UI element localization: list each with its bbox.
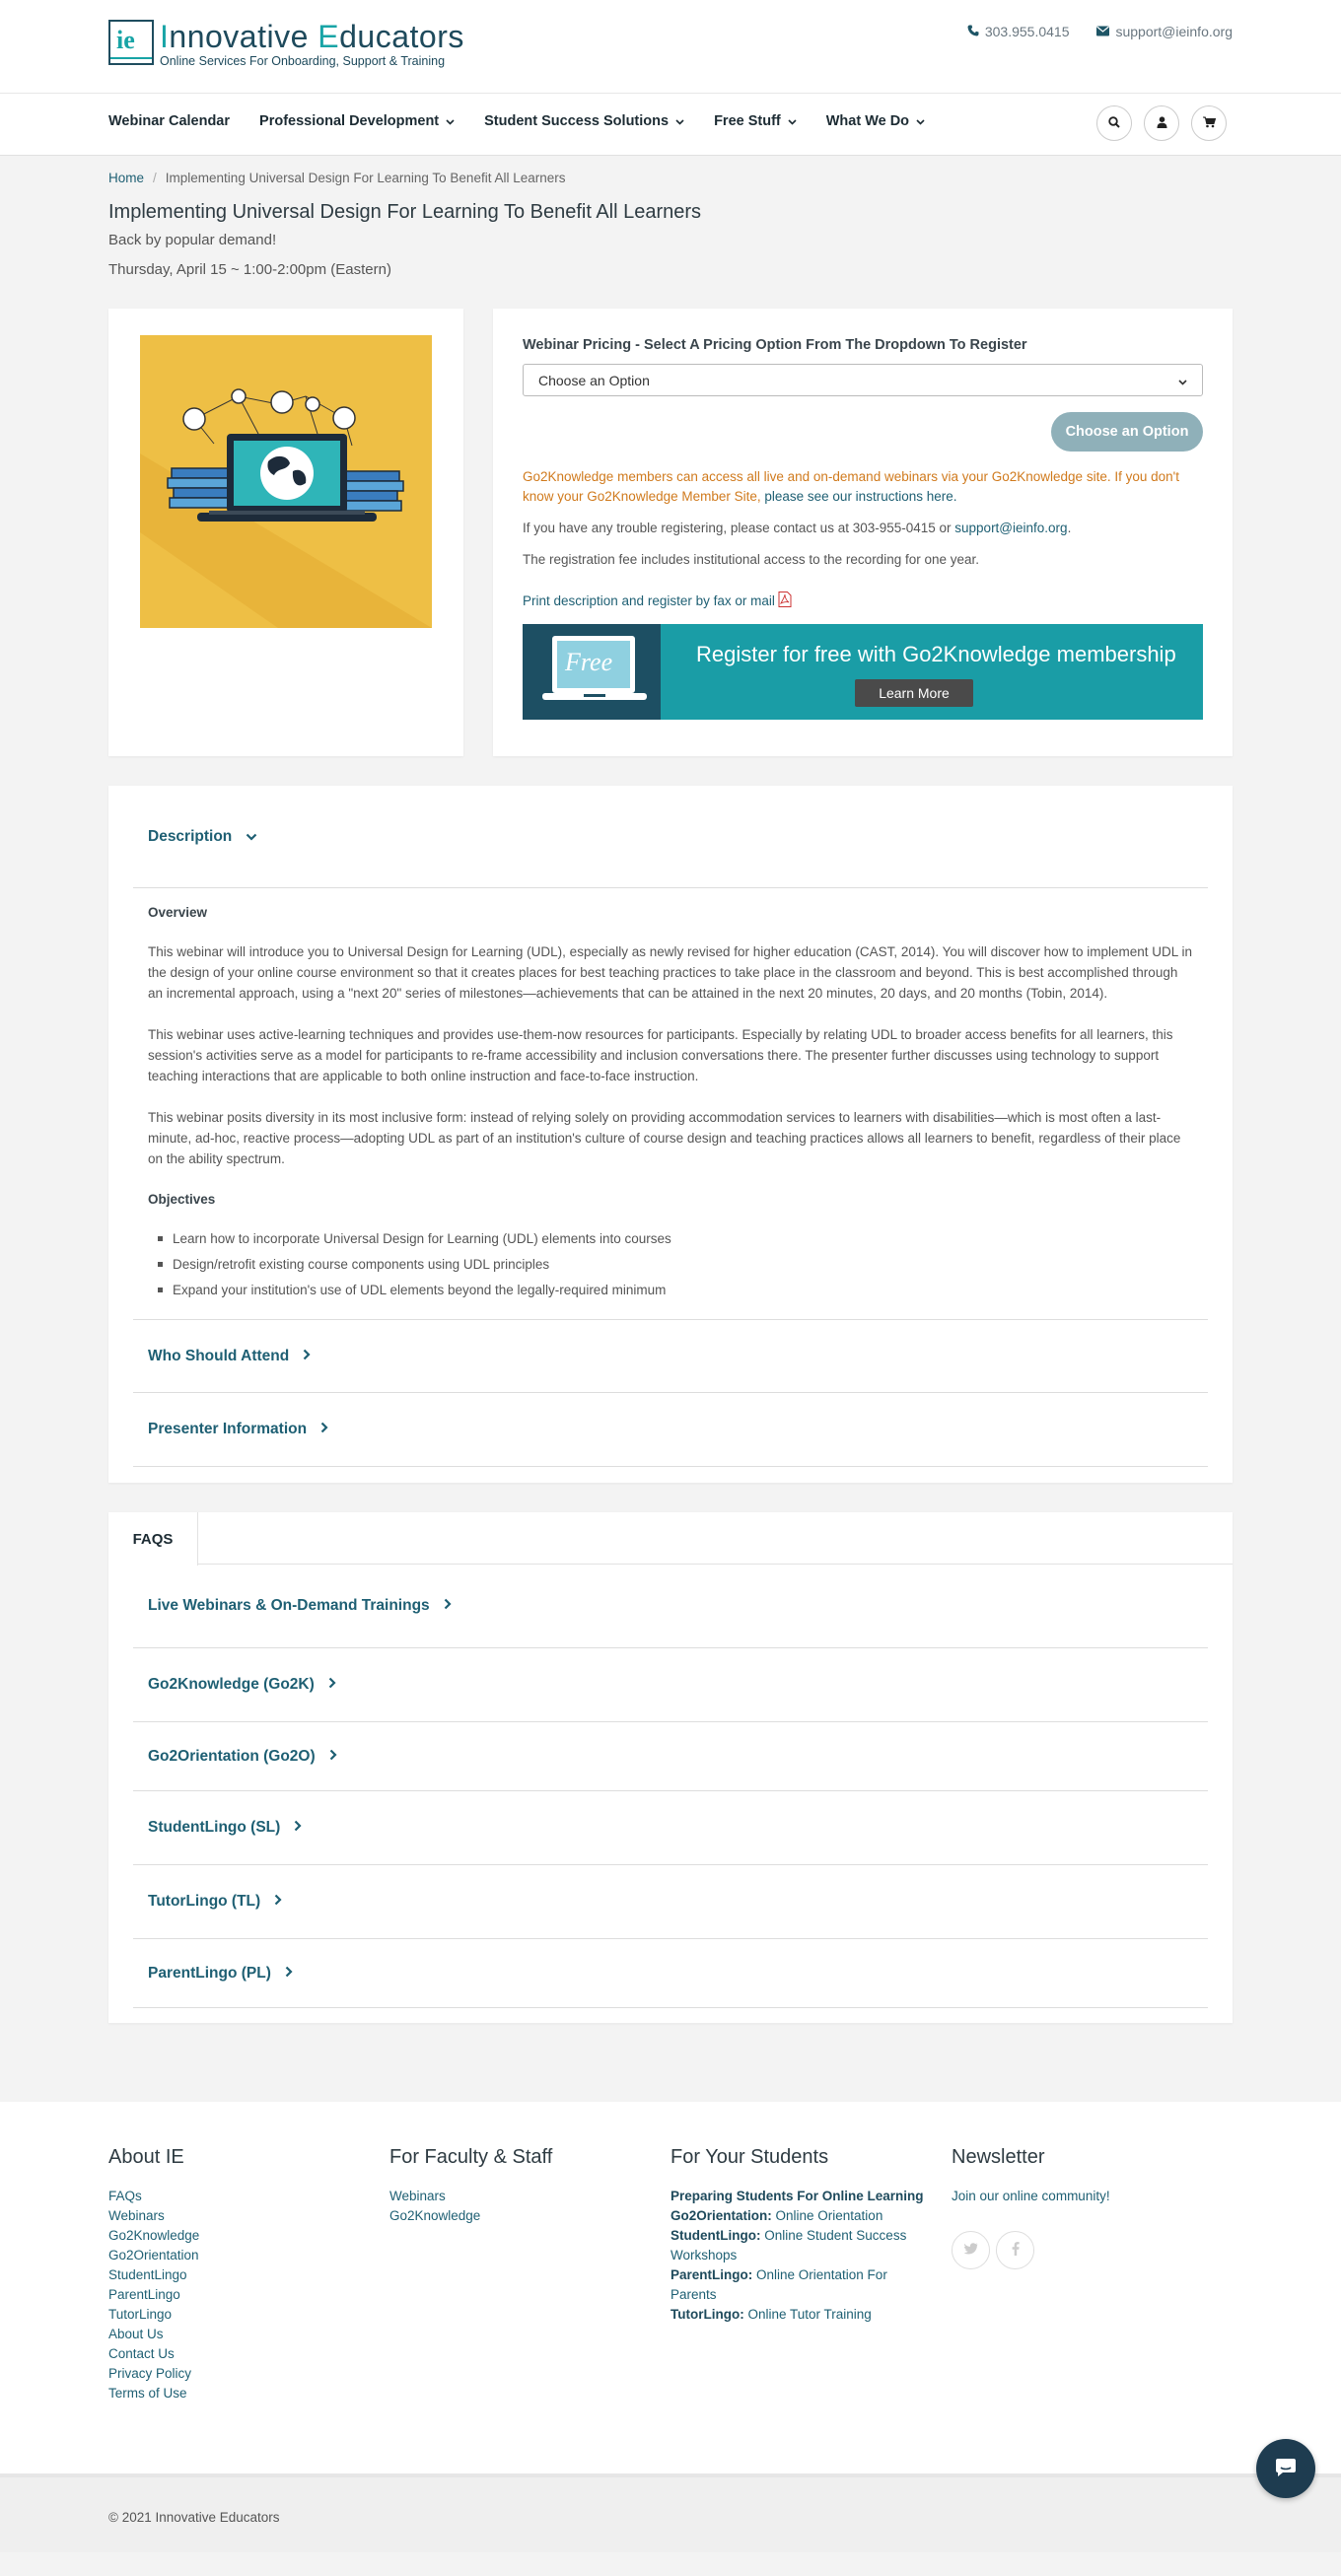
faqs-panel xyxy=(108,1512,1233,2023)
chevron-down-icon xyxy=(446,116,455,128)
pricing-label: Webinar Pricing - Select A Pricing Option From The Dropdown To Register xyxy=(523,337,1027,353)
learn-more-button[interactable]: Learn More xyxy=(855,679,973,707)
faq-list xyxy=(108,1565,1233,2008)
description-heading: Description xyxy=(148,827,233,845)
faq-item[interactable] xyxy=(133,1648,1208,1722)
cart-icon xyxy=(1203,115,1216,131)
email-link[interactable]: support@ieinfo.org xyxy=(1096,24,1233,39)
nav-free-stuff[interactable]: Free Stuff xyxy=(714,113,797,129)
copyright-text: © 2021 Innovative Educators xyxy=(108,2510,280,2525)
main-navbar xyxy=(0,93,1341,156)
phone-link[interactable]: 303.955.0415 xyxy=(967,24,1070,39)
user-icon xyxy=(1157,115,1167,131)
chevron-down-icon xyxy=(788,116,797,128)
footer-link-webinars[interactable]: Webinars xyxy=(108,2208,165,2223)
footer-newsletter xyxy=(952,2146,1233,2403)
faq-item[interactable] xyxy=(133,1939,1208,2008)
choose-option-button[interactable]: Choose an Option xyxy=(1051,412,1203,452)
faq-item[interactable] xyxy=(133,1722,1208,1791)
logo[interactable] xyxy=(108,20,464,68)
nav-what-we-do[interactable]: What We Do xyxy=(826,113,925,129)
twitter-icon xyxy=(964,2242,978,2259)
description-body xyxy=(133,888,1208,1319)
footer-faculty-title: For Faculty & Staff xyxy=(389,2146,553,2168)
footer-link-faculty-go2knowledge[interactable]: Go2Knowledge xyxy=(389,2208,481,2223)
chevron-right-icon xyxy=(329,1748,337,1766)
footer-link-faculty-webinars[interactable]: Webinars xyxy=(389,2189,446,2203)
pricing-select[interactable] xyxy=(523,364,1203,396)
objectives-list xyxy=(148,1228,1193,1300)
chevron-right-icon xyxy=(294,1819,302,1837)
chevron-down-icon xyxy=(916,116,925,128)
footer-link-terms[interactable]: Terms of Use xyxy=(108,2386,187,2401)
overview-paragraph-3: This webinar posits diversity in its most inclusive form: instead of relying solely on providing accommodation services to learners with disabilities—which is most often a last-minute, ad-hoc, reactive process—adopting UDL as part of an institution's culture of course design and teaching practices allows all learners to benefit, regardless of their place on the ability spectrum. xyxy=(148,1110,1181,1166)
faq-item[interactable] xyxy=(133,1865,1208,1939)
go2k-notice: Go2Knowledge members can access all live and on-demand webinars via your Go2Knowledge site. If you don't know your Go2Knowledge Member Site, please see our instructions here. xyxy=(523,469,1179,504)
footer-about-title: About IE xyxy=(108,2146,184,2168)
faq-item-label: Go2Orientation (Go2O) xyxy=(148,1747,316,1765)
page-title: Implementing Universal Design For Learning To Benefit All Learners xyxy=(108,201,702,223)
chat-widget-button[interactable] xyxy=(1256,2439,1315,2498)
footer-student-item[interactable]: ParentLingo: Online Orientation For Parents xyxy=(670,2267,887,2302)
chevron-right-icon xyxy=(274,1893,282,1911)
presenter-information-heading: Presenter Information xyxy=(148,1421,308,1437)
breadcrumb-current: Implementing Universal Design For Learning To Benefit All Learners xyxy=(165,171,566,185)
footer-student-item[interactable]: Go2Orientation: Online Orientation xyxy=(670,2208,883,2223)
footer-link-studentlingo[interactable]: StudentLingo xyxy=(108,2267,187,2282)
phone-icon xyxy=(967,24,979,39)
footer-students-lead[interactable]: Preparing Students For Online Learning xyxy=(670,2189,924,2203)
overview-paragraph-1: This webinar will introduce you to Universal Design for Learning (UDL), especially as newly revised for higher education (CAST, 2014). You will discover how to implement UDL in the design of your online course environment so that it creates places for best teaching practices to take place in the classroom and beyond. This is best accomplished through an incremental approach, using a "next 20" series of milestones—achievements that can be attained in the next 20 minutes, 20 days, and 20 months (Tobin, 2014). xyxy=(148,944,1192,1001)
footer-link-go2knowledge[interactable]: Go2Knowledge xyxy=(108,2228,200,2243)
faq-item-label: TutorLingo (TL) xyxy=(148,1893,261,1910)
go2k-instructions-link[interactable]: please see our instructions here. xyxy=(764,489,957,504)
accordion-description[interactable] xyxy=(133,786,1208,888)
facebook-icon xyxy=(1012,2242,1020,2260)
udl-illustration xyxy=(140,335,432,628)
faq-item[interactable] xyxy=(133,1791,1208,1865)
support-email-link[interactable]: support@ieinfo.org xyxy=(954,521,1068,535)
newsletter-join-link[interactable]: Join our online community! xyxy=(952,2189,1110,2203)
footer-link-privacy-policy[interactable]: Privacy Policy xyxy=(108,2366,192,2381)
envelope-icon xyxy=(1096,24,1109,39)
faq-item-label: StudentLingo (SL) xyxy=(148,1819,281,1836)
product-image-card xyxy=(108,309,463,756)
search-button[interactable] xyxy=(1096,105,1132,141)
search-icon xyxy=(1108,115,1120,131)
accordion-who-should-attend[interactable] xyxy=(133,1319,1208,1393)
footer-faculty xyxy=(389,2146,670,2403)
webinar-date: Thursday, April 15 ~ 1:00-2:00pm (Eastern) xyxy=(108,261,391,278)
footer-link-faqs[interactable]: FAQs xyxy=(108,2189,142,2203)
breadcrumb: Home / Implementing Universal Design For Learning To Benefit All Learners xyxy=(108,171,566,185)
footer-students xyxy=(670,2146,952,2403)
objective-item: Design/retrofit existing course components using UDL principles xyxy=(173,1254,1193,1275)
chevron-down-icon xyxy=(675,116,684,128)
objective-item: Expand your institution's use of UDL elements beyond the legally-required minimum xyxy=(173,1280,1193,1300)
footer-student-item[interactable]: TutorLingo: Online Tutor Training xyxy=(670,2307,872,2322)
breadcrumb-home[interactable]: Home xyxy=(108,171,145,185)
nav-webinar-calendar[interactable]: Webinar Calendar xyxy=(108,113,231,129)
page-subtitle: Back by popular demand! xyxy=(108,232,277,248)
nav-student-success[interactable]: Student Success Solutions xyxy=(484,113,684,129)
chevron-right-icon xyxy=(320,1421,328,1438)
print-register-link[interactable]: Print description and register by fax or mail xyxy=(523,592,1203,610)
footer xyxy=(0,2102,1341,2473)
logo-title: Innovative Educators xyxy=(160,19,464,54)
copyright-bar xyxy=(0,2473,1341,2552)
twitter-button[interactable] xyxy=(952,2231,990,2269)
purchase-panel xyxy=(493,309,1233,756)
chevron-down-icon xyxy=(246,828,257,846)
account-button[interactable] xyxy=(1144,105,1179,141)
top-header xyxy=(0,0,1341,93)
faq-item[interactable] xyxy=(133,1565,1208,1648)
footer-students-title: For Your Students xyxy=(670,2146,829,2168)
objective-item: Learn how to incorporate Universal Design for Learning (UDL) elements into courses xyxy=(173,1228,1193,1249)
tab-faqs[interactable]: FAQS xyxy=(108,1512,198,1566)
chat-icon xyxy=(1275,2458,1297,2480)
chevron-right-icon xyxy=(303,1348,311,1365)
logo-mark: ie xyxy=(108,20,154,65)
nav-professional-development[interactable]: Professional Development xyxy=(259,113,455,129)
footer-link-tutorlingo[interactable]: TutorLingo xyxy=(108,2307,173,2322)
accordion-presenter-information[interactable] xyxy=(133,1393,1208,1467)
faq-item-label: Go2Knowledge (Go2K) xyxy=(148,1676,315,1693)
overview-heading: Overview xyxy=(148,905,208,920)
pdf-icon xyxy=(778,592,792,610)
cart-button[interactable] xyxy=(1191,105,1227,141)
banner-title: Register for free with Go2Knowledge membership xyxy=(696,642,1176,666)
footer-link-about-us[interactable]: About Us xyxy=(108,2327,164,2341)
chevron-right-icon xyxy=(328,1676,336,1694)
pricing-select-value: Choose an Option xyxy=(538,372,650,388)
footer-link-contact-us[interactable]: Contact Us xyxy=(108,2346,175,2361)
contact-info xyxy=(967,24,1233,39)
footer-student-item[interactable]: StudentLingo: Online Student Success Workshops xyxy=(670,2228,907,2263)
chevron-right-icon xyxy=(285,1965,293,1983)
logo-tagline: Online Services For Onboarding, Support & Training xyxy=(160,54,446,68)
faq-item-label: ParentLingo (PL) xyxy=(148,1964,271,1982)
objectives-heading: Objectives xyxy=(148,1192,216,1207)
go2k-membership-banner[interactable] xyxy=(523,624,1203,720)
registration-fee-note: The registration fee includes institutional access to the recording for one year. xyxy=(523,552,980,567)
footer-link-parentlingo[interactable]: ParentLingo xyxy=(108,2287,180,2302)
chevron-down-icon xyxy=(1178,373,1187,388)
faq-item-label: Live Webinars & On-Demand Trainings xyxy=(148,1597,430,1614)
who-should-attend-heading: Who Should Attend xyxy=(148,1347,290,1364)
description-panel xyxy=(108,786,1233,1483)
overview-paragraph-2: This webinar uses active-learning techniques and provides use-them-now resources for participants. Especially by relating UDL to broader access benefits for all learners, this session's activities serve as a model for participants to re-frame accessibility and inclusion conversations there. The presenter further discusses using technology to support teaching interactions that are applicable to both online instruction and face-to-face instruction. xyxy=(148,1027,1173,1083)
banner-free-label: Free xyxy=(565,648,613,676)
footer-about xyxy=(108,2146,389,2403)
chevron-right-icon xyxy=(444,1597,452,1615)
facebook-button[interactable] xyxy=(996,2231,1034,2269)
footer-newsletter-title: Newsletter xyxy=(952,2146,1045,2168)
footer-link-go2orientation[interactable]: Go2Orientation xyxy=(108,2248,199,2263)
registration-help: If you have any trouble registering, please contact us at 303-955-0415 or support@ieinfo.org. xyxy=(523,521,1072,535)
